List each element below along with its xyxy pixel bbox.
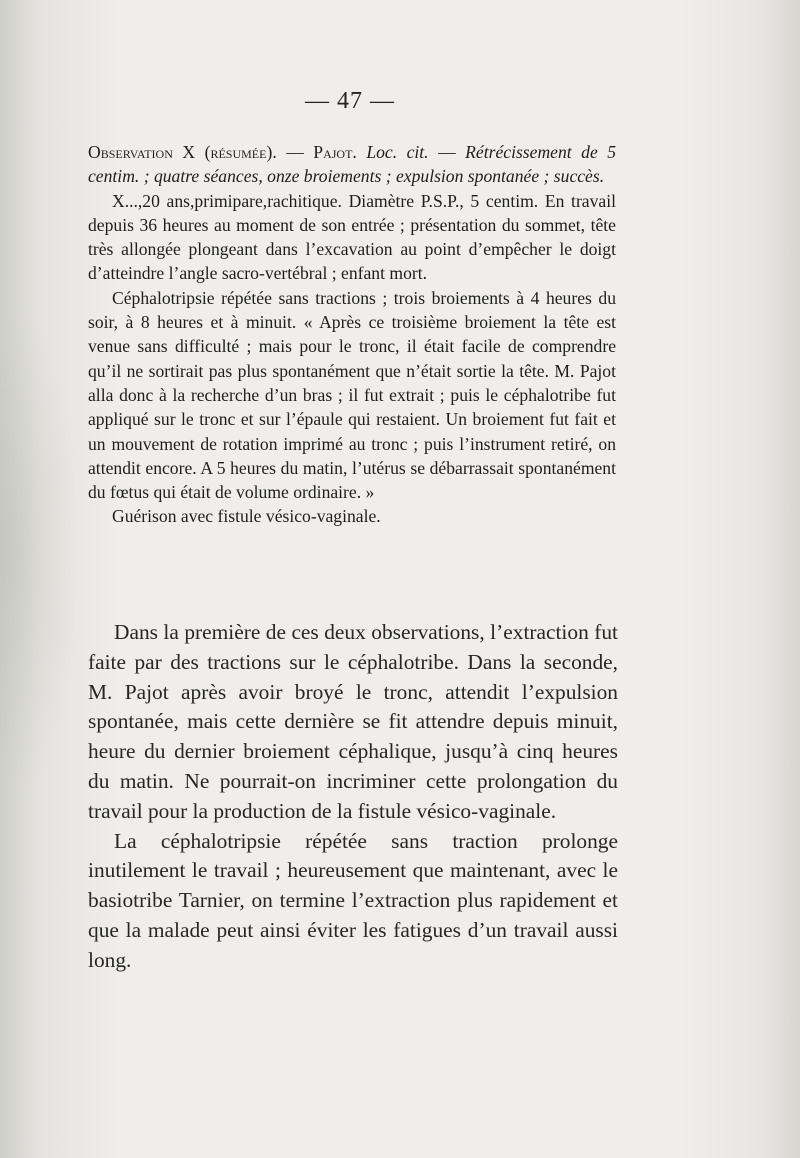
observation-title: Rétrécissement de 5 centim. ; quatre séances, onze broiements ; expulsion spontanée ; succès. [88, 142, 617, 187]
paper-stain [0, 300, 80, 800]
observation-block [88, 140, 616, 529]
observation-paragraph: Céphalotripsie répétée sans tractions ; trois broiements à 4 heures du soir, à 8 heures et à minuit. « Après ce troisième broiement la tête est venue sans difficulté ; mais pour le tronc, il était facile de comprendre qu’il ne sortirait pas plus spontanément que n’était sortie la tête. M. Pajot alla donc à la recherche d’un bras ; il fut extrait ; puis le céphalotribe fut appliqué sur le tronc et sur l’épaule qui restaient. Un broiement fut fait et un mouvement de rotation imprimé au tronc ; puis l’instrument retiré, on attendit encore. A 5 heures du matin, l’utérus se débarrassait spontanément du fœtus qui était de volume ordinaire. » [88, 287, 616, 503]
observation-number: X [182, 142, 196, 162]
observation-paragraph: X...,20 ans,primipare,rachitique. Diamètre P.S.P., 5 centim. En travail depuis 36 heures au moment de son entrée ; présentation du sommet, tête très allongée plongeant dans l’excavation au point d’empêcher le doigt d’atteindre l’angle sacro-vertébral ; enfant mort. [88, 190, 616, 284]
observation-label: Observation [88, 142, 173, 162]
body-paragraph: La céphalotripsie répétée sans traction prolonge inutilement le travail ; heureusement que maintenant, avec le basiotribe Tarnier, on termine l’extraction plus rapidement et que la malade peut ainsi éviter les fatigues d’un travail aussi long. [88, 828, 618, 972]
observation-author: Pajot [313, 142, 353, 162]
observation-reference: Loc. cit. [366, 142, 429, 162]
page-number: — 47 — [305, 88, 395, 114]
heading-separator: . — [272, 142, 314, 162]
observation-paragraph: Guérison avec fistule vésico-vaginale. [112, 506, 381, 527]
heading-separator-2: — [428, 142, 466, 162]
observation-heading [88, 140, 616, 189]
body-paragraph: Dans la première de ces deux observations, l’extraction fut faite par des tractions sur le céphalotribe. Dans la seconde, M. Pajot après avoir broyé le tronc, attendit l’expulsion spontanée, mais cette dernière se fit attendre depuis minuit, heure du dernier broiement céphalique, jusqu’à cinq heures du matin. Ne pourrait-on incriminer cette prolongation du travail pour la production de la fistule vésico-vaginale. [88, 620, 618, 823]
main-text [88, 618, 618, 976]
summary-tag: (résumée) [204, 142, 273, 162]
author-end: . [352, 142, 367, 162]
